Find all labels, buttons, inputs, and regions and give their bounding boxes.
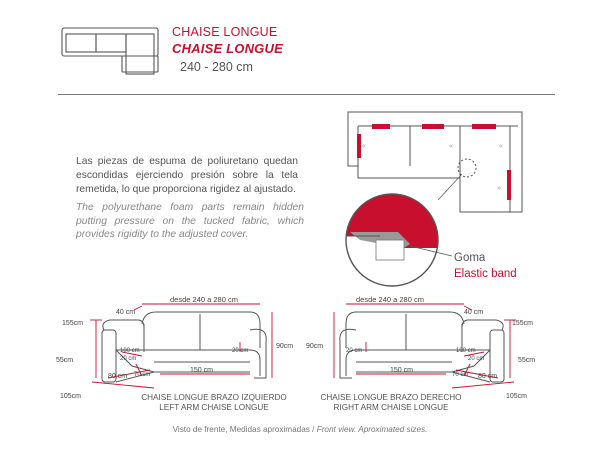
right-sofa-dim-105: 105cm: [506, 393, 528, 400]
left-sofa-caption: [134, 393, 294, 413]
left-sofa-dim-80: 80 cm: [108, 373, 128, 380]
left-sofa-dim-155: 155cm: [62, 320, 84, 327]
svg-text:«: «: [499, 143, 503, 150]
right-sofa-dim-20b: 20 cm: [346, 348, 363, 354]
right-sofa-caption-en: RIGHT ARM CHAISE LONGUE: [333, 403, 449, 412]
title-spanish: CHAISE LONGUE: [172, 25, 278, 39]
left-sofa-width-label: desde 240 a 280 cm: [170, 295, 238, 304]
right-sofa-dim-150: 150 cm: [390, 367, 413, 374]
title-english: CHAISE LONGUE: [172, 41, 283, 56]
left-sofa-dim-20b: 20 cm: [232, 348, 249, 354]
left-sofa-caption-es: CHAISE LONGUE BRAZO IZQUIERDO: [141, 393, 287, 402]
left-sofa-dim-40: 40 cm: [116, 309, 136, 316]
right-sofa-dim-155: 155cm: [512, 320, 534, 327]
footer-note-en: Front view. Aproximated sizes.: [316, 425, 428, 434]
left-sofa-caption-en: LEFT ARM CHAISE LONGUE: [159, 403, 269, 412]
right-sofa-caption: [311, 393, 471, 413]
divider: [58, 94, 555, 95]
svg-text:«: «: [449, 143, 453, 150]
description-spanish: Las piezas de espuma de poliuretano quedan escondidas ejerciendo presión sobre la tela remetida, lo que proporciona rigidez al ajustado.: [76, 156, 298, 195]
right-sofa-dim-80: 80 cm: [478, 373, 498, 380]
elastic-detail-icon: [340, 190, 458, 290]
elastic-label-english: Elastic band: [454, 268, 517, 280]
right-sofa-caption-es: CHAISE LONGUE BRAZO DERECHO: [320, 393, 462, 402]
chaise-longue-outline-icon: [60, 26, 164, 76]
left-sofa-dim-90: 90cm: [276, 343, 294, 350]
svg-text:«: «: [362, 143, 366, 150]
svg-text:»: »: [497, 185, 501, 192]
description-english: The polyurethane foam parts remain hidden putting pressure on the tucked fabric, which provides rigidity to the adjusted cover.: [76, 202, 304, 240]
right-sofa-dim-55: 55cm: [518, 357, 536, 364]
left-sofa-dim-105: 105cm: [60, 393, 82, 400]
right-sofa-dim-90: 90cm: [306, 343, 324, 350]
footer-note-es: Visto de frente, Medidas aproximadas /: [172, 425, 315, 434]
left-sofa-dim-20a: 20 cm: [120, 356, 137, 362]
right-sofa-dim-100: 100 cm: [456, 348, 476, 354]
right-sofa-width-label: desde 240 a 280 cm: [356, 295, 424, 304]
size-range: 240 - 280 cm: [180, 60, 253, 74]
left-sofa-dim-150: 150 cm: [190, 367, 213, 374]
left-sofa-dim-70: 70 cm: [134, 372, 151, 378]
footer-note: [0, 425, 600, 434]
right-sofa-dim-20a: 20 cm: [468, 356, 485, 362]
right-sofa-dim-40: 40 cm: [464, 309, 484, 316]
left-sofa-dim-100: 100 cm: [120, 348, 140, 354]
right-sofa-dim-70: 70 cm: [452, 372, 469, 378]
left-sofa-dim-55: 55cm: [56, 357, 74, 364]
elastic-label-spanish: Goma: [454, 252, 486, 264]
